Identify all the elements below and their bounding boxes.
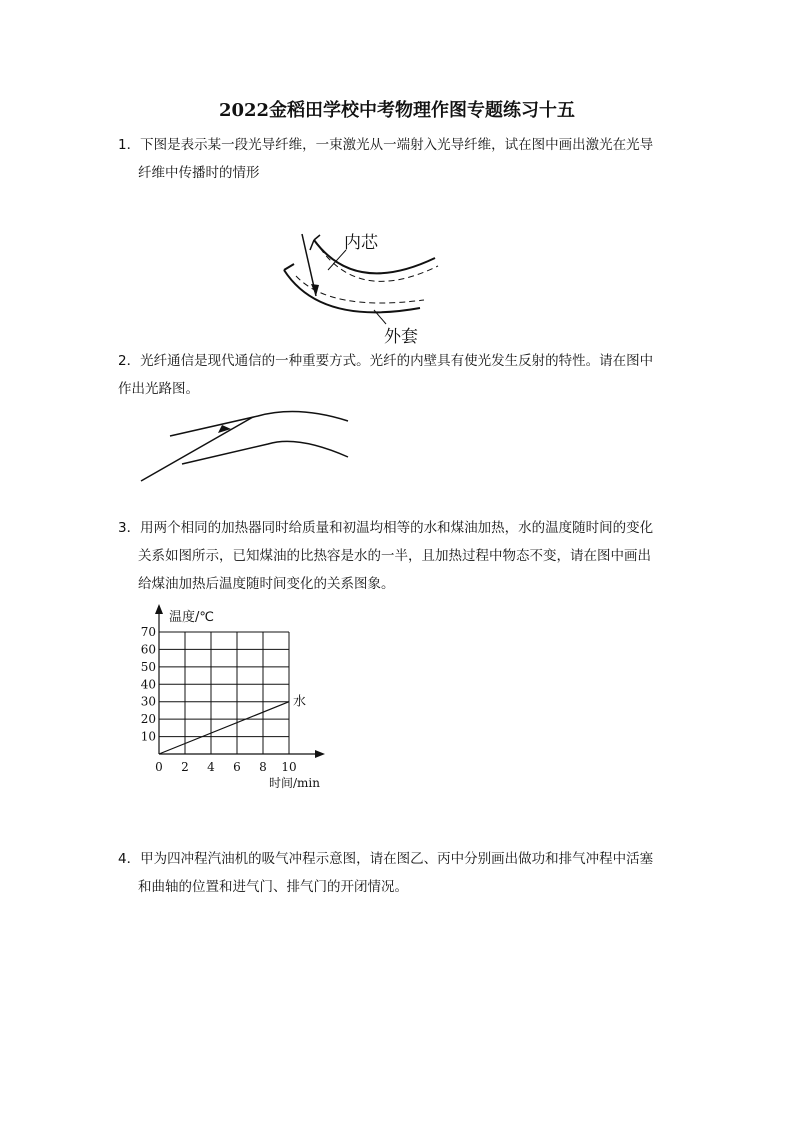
x-tick-label: 2 <box>181 760 189 774</box>
question-number: 3． <box>118 520 141 536</box>
y-axis-label: 温度/℃ <box>169 610 214 625</box>
y-tick-label: 10 <box>140 729 156 744</box>
question-text-line: 用两个相同的加热器同时给质量和初温均相等的水和煤油加热，水的温度随时间的变化 <box>140 520 654 536</box>
incident-light-ray <box>141 417 253 481</box>
series-line-water <box>159 702 289 754</box>
x-tick-label: 8 <box>259 760 267 774</box>
fiber-end-cap <box>284 264 294 270</box>
question-4 <box>118 845 678 901</box>
y-tick-label: 70 <box>140 625 156 639</box>
x-axis-arrowhead <box>315 750 325 758</box>
optical-fiber-figure-1 <box>270 228 450 346</box>
y-axis-arrowhead <box>155 604 163 614</box>
light-arrowhead <box>218 425 231 433</box>
question-text-line: 甲为四冲程汽油机的吸气冲程示意图，请在图乙、丙中分别画出做功和排气冲程中活塞 <box>140 851 654 867</box>
question-number: 2． <box>118 353 141 369</box>
series-label-water: 水 <box>293 694 307 710</box>
question-text-line: 作出光路图。 <box>118 381 199 397</box>
x-tick-label: 10 <box>281 760 297 774</box>
fiber-lower-wall <box>182 441 348 464</box>
y-tick-label: 20 <box>140 712 156 727</box>
core-label: 内芯 <box>344 233 378 253</box>
x-axis-label: 时间/min <box>269 776 320 790</box>
sheath-label: 外套 <box>384 327 418 347</box>
x-tick-label: 0 <box>155 760 163 774</box>
question-text-line: 下图是表示某一段光导纤维，一束激光从一端射入光导纤维，试在图中画出激光在光导 <box>140 137 654 153</box>
question-number: 1． <box>118 137 141 153</box>
fiber-upper-wall <box>170 412 348 436</box>
question-text-line: 给煤油加热后温度随时间变化的关系图象。 <box>138 576 395 592</box>
optical-fiber-figure-2 <box>138 405 350 485</box>
y-tick-label: 40 <box>140 677 156 692</box>
x-tick-label: 4 <box>207 760 215 774</box>
y-tick-label: 30 <box>140 694 156 709</box>
fiber-lower-wall <box>284 270 420 312</box>
question-1 <box>118 131 678 187</box>
x-tick-label: 6 <box>233 760 241 774</box>
question-number: 4． <box>118 851 141 867</box>
question-3 <box>118 514 678 598</box>
question-text-line: 纤维中传播时的情形 <box>138 165 260 181</box>
y-tick-label: 50 <box>140 659 156 674</box>
question-2 <box>118 347 678 403</box>
temperature-time-chart <box>135 600 335 795</box>
question-text-line: 关系如图所示，已知煤油的比热容是水的一半，且加热过程中物态不变，请在图中画出 <box>138 548 651 564</box>
core-leader-line <box>328 250 346 270</box>
question-text-line: 和曲轴的位置和进气门、排气门的开闭情况。 <box>138 879 408 895</box>
page-title: 2022金稻田学校中考物理作图专题练习十五 <box>218 100 576 121</box>
y-tick-label: 60 <box>140 642 156 657</box>
question-text-line: 光纤通信是现代通信的一种重要方式。光纤的内壁具有使光发生反射的特性。请在图中 <box>140 353 654 369</box>
